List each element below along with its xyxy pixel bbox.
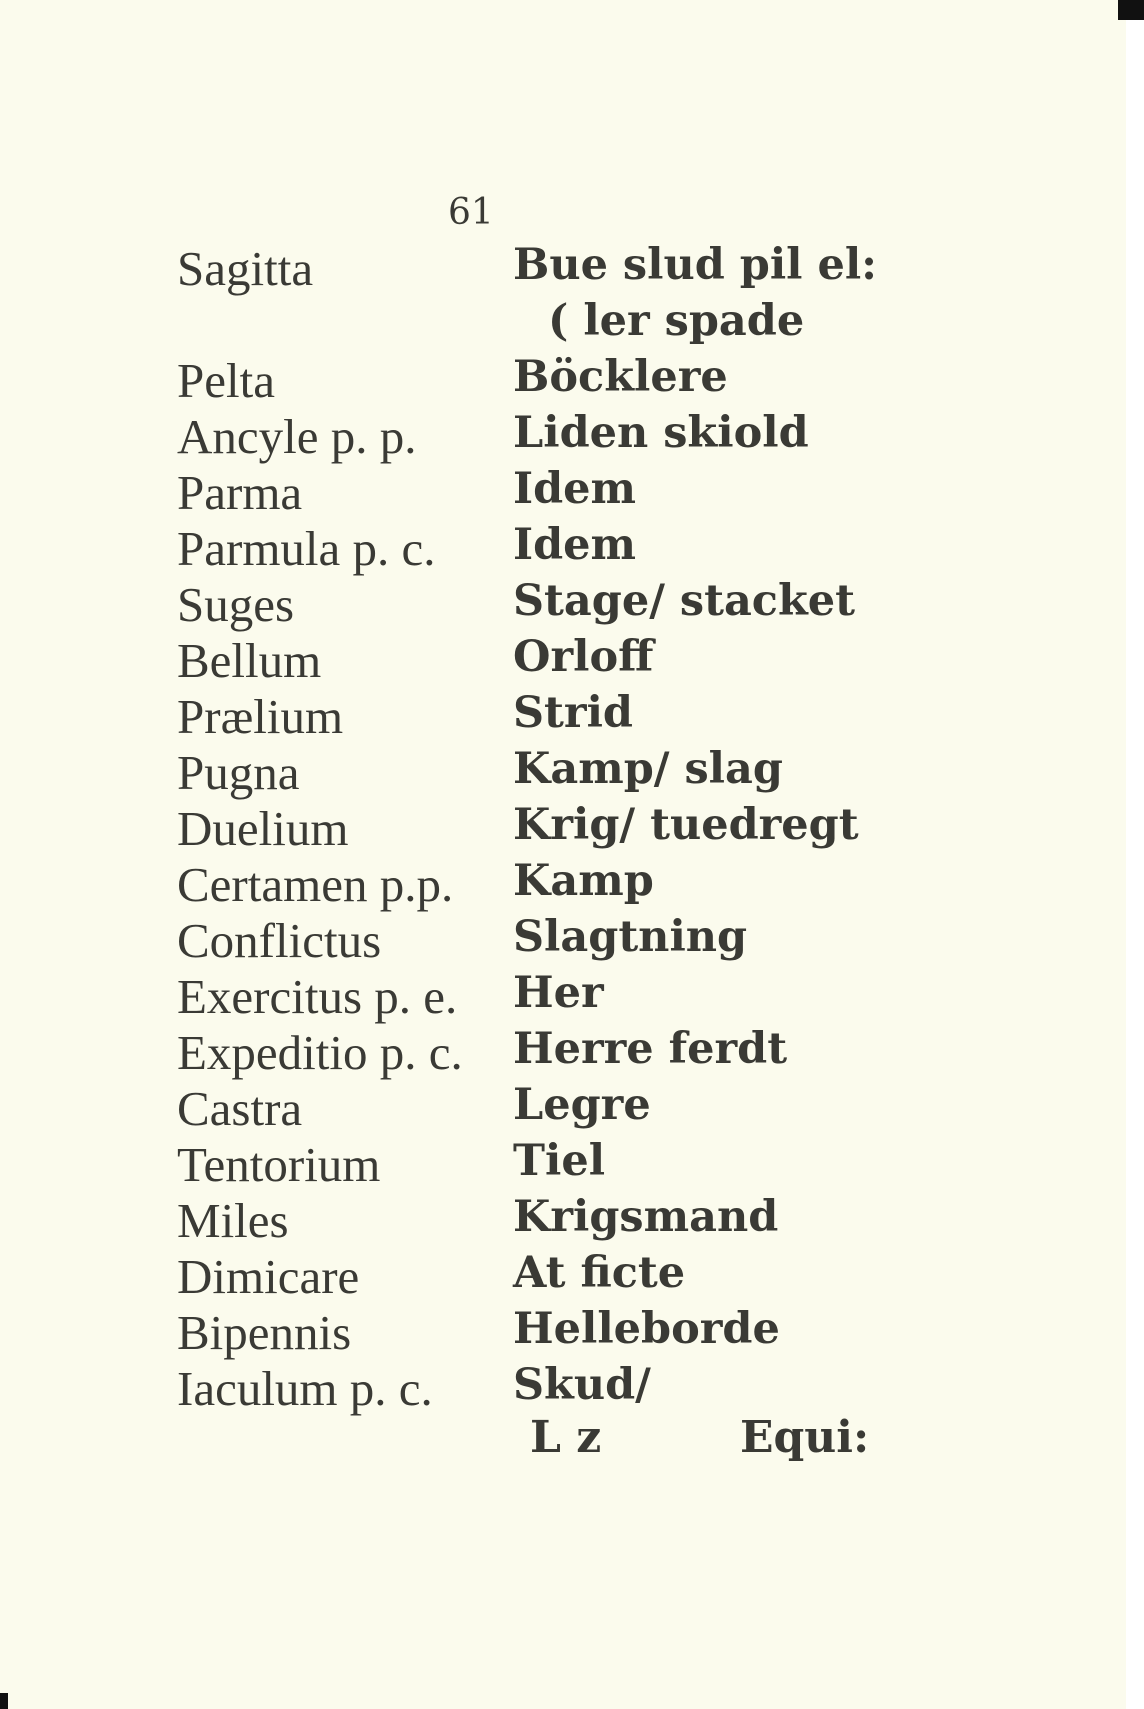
list-item — [0, 1248, 1126, 1304]
danish-term: Tiel — [513, 1136, 606, 1186]
latin-term: Duelium — [177, 801, 349, 856]
danish-term: Böcklere — [513, 352, 728, 402]
list-item — [0, 688, 1126, 744]
danish-term: Krigsmand — [513, 1192, 779, 1242]
latin-term: Parmula p. c. — [177, 521, 436, 576]
danish-term: Helleborde — [513, 1304, 780, 1354]
scan-edge-mark — [1118, 0, 1144, 20]
latin-term: Bellum — [177, 633, 322, 688]
danish-term: At ficte — [513, 1248, 686, 1298]
list-item — [0, 352, 1126, 408]
danish-term: Strid — [513, 688, 633, 738]
list-item — [0, 240, 1126, 296]
latin-term: Prælium — [177, 689, 344, 744]
list-item — [0, 520, 1126, 576]
danish-term: Kamp — [513, 856, 654, 906]
list-item — [0, 1024, 1126, 1080]
page-footer — [0, 1412, 1126, 1472]
list-item — [0, 1080, 1126, 1136]
list-item — [0, 576, 1126, 632]
danish-term: Idem — [513, 464, 637, 514]
list-item — [0, 912, 1126, 968]
scan-edge-mark — [0, 1693, 8, 1709]
danish-term: Orloff — [513, 632, 654, 682]
list-item — [0, 632, 1126, 688]
list-item — [0, 800, 1126, 856]
list-item — [0, 1360, 1126, 1416]
latin-term: Pelta — [177, 353, 275, 408]
page-number: 61 — [448, 192, 494, 233]
list-item — [0, 1192, 1126, 1248]
latin-term: Exercitus p. e. — [177, 969, 458, 1024]
danish-term: Her — [513, 968, 604, 1018]
list-item — [0, 1304, 1126, 1360]
danish-term: Stage/ stacket — [513, 576, 856, 626]
list-item — [0, 296, 1126, 352]
list-item — [0, 464, 1126, 520]
latin-term: Suges — [177, 577, 295, 632]
danish-term: Krig/ tuedregt — [513, 800, 859, 850]
danish-term-continuation: ( ler spade — [548, 296, 805, 346]
danish-term: Skud/ — [513, 1360, 651, 1410]
list-item — [0, 408, 1126, 464]
latin-term: Iaculum p. c. — [177, 1361, 433, 1416]
danish-term: Legre — [513, 1080, 651, 1130]
danish-term: Kamp/ slag — [513, 744, 783, 794]
latin-term: Sagitta — [177, 241, 314, 296]
latin-term: Castra — [177, 1081, 303, 1136]
latin-term: Parma — [177, 465, 303, 520]
danish-term: Bue slud pil el: — [513, 240, 878, 290]
danish-term: Liden skiold — [513, 408, 809, 458]
list-item — [0, 968, 1126, 1024]
latin-term: Tentorium — [177, 1137, 381, 1192]
danish-term: Slagtning — [513, 912, 748, 962]
latin-term: Conflictus — [177, 913, 382, 968]
latin-term: Miles — [177, 1193, 289, 1248]
signature-mark: L z — [530, 1412, 602, 1463]
list-item — [0, 1136, 1126, 1192]
danish-term: Idem — [513, 520, 637, 570]
latin-term: Certamen p.p. — [177, 857, 454, 912]
danish-term: Herre ferdt — [513, 1024, 788, 1074]
latin-term: Pugna — [177, 745, 300, 800]
list-item — [0, 856, 1126, 912]
catchword: Equi: — [740, 1412, 870, 1463]
list-item — [0, 744, 1126, 800]
latin-term: Expeditio p. c. — [177, 1025, 463, 1080]
latin-term: Ancyle p. p. — [177, 409, 417, 464]
latin-term: Bipennis — [177, 1305, 352, 1360]
latin-term: Dimicare — [177, 1249, 360, 1304]
